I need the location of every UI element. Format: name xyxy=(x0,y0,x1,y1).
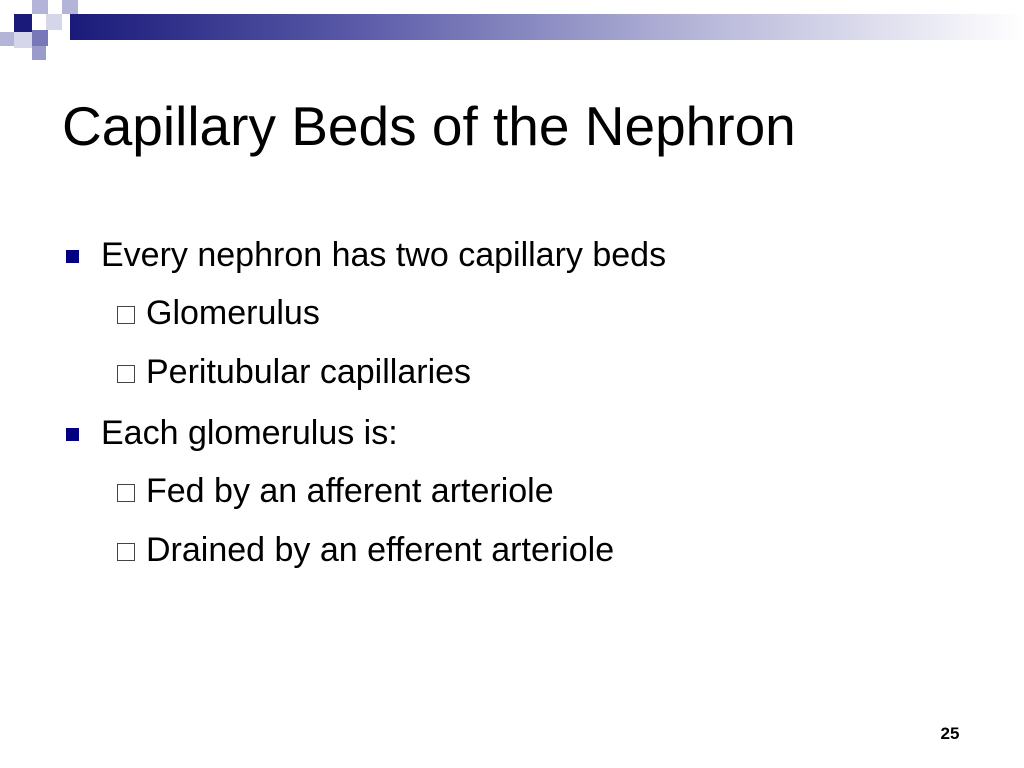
header-gradient-band xyxy=(70,14,1024,40)
corner-square-decoration xyxy=(62,0,78,14)
sub-bullet-text: Glomerulus xyxy=(146,294,320,332)
hollow-square-bullet-icon xyxy=(117,543,135,561)
corner-square-decoration xyxy=(32,0,48,14)
sub-bullet-text: Drained by an efferent arteriole xyxy=(146,531,615,569)
sub-bullet-text: Fed by an afferent arteriole xyxy=(146,472,554,510)
bullet-item xyxy=(0,408,1024,458)
bullet-item xyxy=(0,230,1024,280)
hollow-square-bullet-icon xyxy=(117,306,135,324)
sub-bullet-text: Peritubular capillaries xyxy=(146,353,472,391)
corner-square-decoration xyxy=(14,14,32,32)
corner-square-decoration xyxy=(32,46,46,60)
hollow-square-bullet-icon xyxy=(117,365,135,383)
corner-square-decoration xyxy=(46,14,62,30)
bullet-text: Each glomerulus is: xyxy=(101,414,398,452)
corner-square-decoration xyxy=(14,32,32,48)
slide-title: Capillary Beds of the Nephron xyxy=(62,95,796,157)
sub-bullet-item xyxy=(0,349,1024,395)
square-bullet-icon xyxy=(66,250,79,263)
bullet-text: Every nephron has two capillary beds xyxy=(101,236,667,274)
corner-square-decoration xyxy=(0,32,14,46)
corner-square-decoration xyxy=(32,30,48,46)
page-number: 25 xyxy=(940,724,960,743)
square-bullet-icon xyxy=(66,428,79,441)
sub-bullet-item xyxy=(0,527,1024,573)
sub-bullet-item xyxy=(0,290,1024,336)
hollow-square-bullet-icon xyxy=(117,484,135,502)
sub-bullet-item xyxy=(0,468,1024,514)
